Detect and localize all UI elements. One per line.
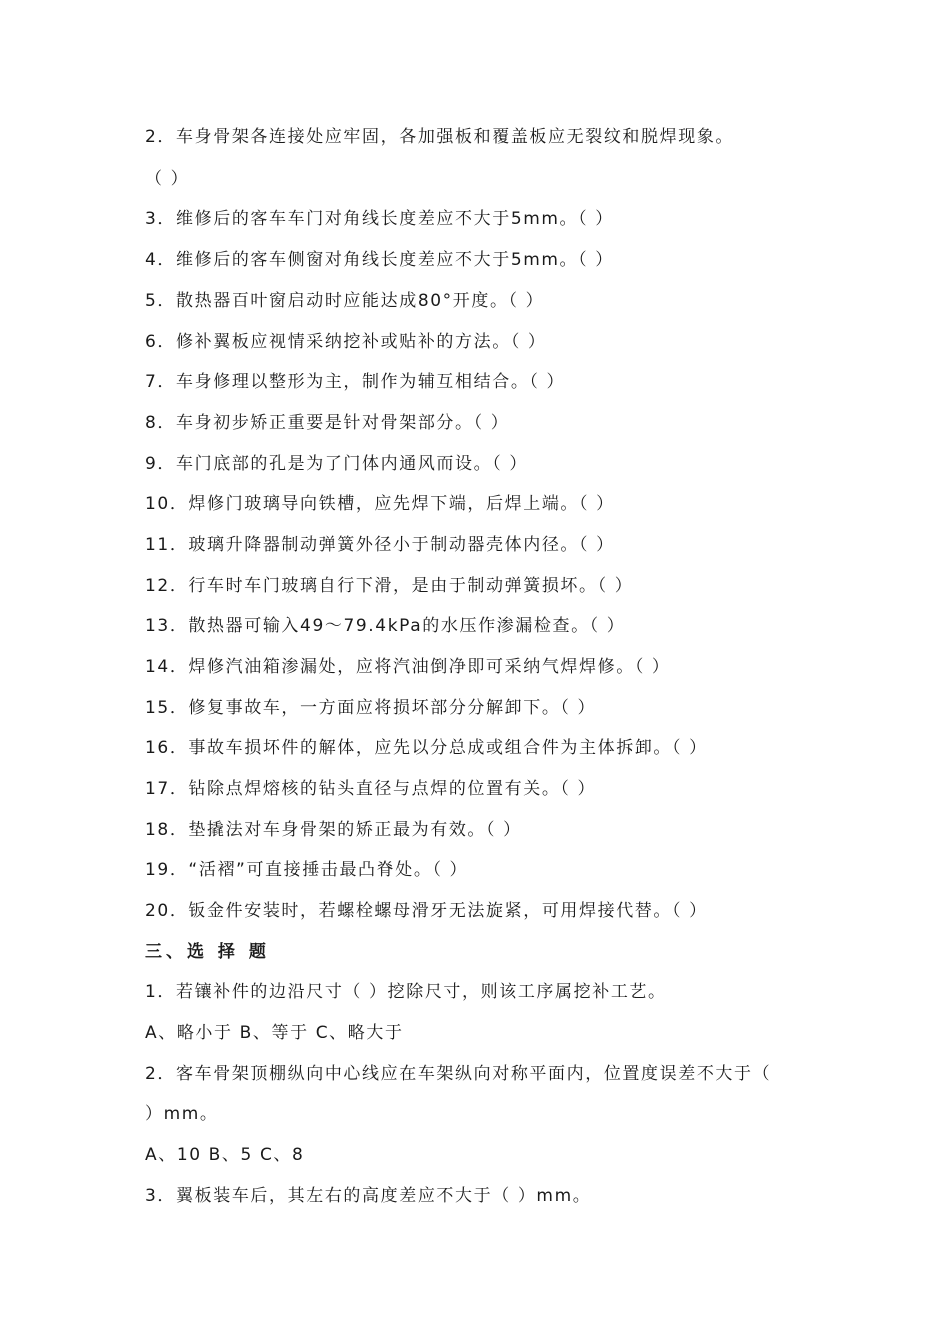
tf-question-10: 10．焊修门玻璃导向铁槽，应先焊下端，后焊上端。（ ）	[145, 494, 615, 514]
tf-question-12: 12．行车时车门玻璃自行下滑，是由于制动弹簧损坏。（ ）	[145, 576, 634, 596]
choice-question-2-continued: ）mm。	[145, 1104, 219, 1124]
tf-question-13: 13．散热器可输入49～79.4kPa的水压作渗漏检查。（ ）	[145, 616, 626, 636]
tf-question-19: 19．“活褶”可直接捶击最凸脊处。（ ）	[145, 860, 469, 880]
tf-question-8: 8．车身初步矫正重要是针对骨架部分。（ ）	[145, 413, 510, 433]
tf-question-18: 18．垫撬法对车身骨架的矫正最为有效。（ ）	[145, 820, 522, 840]
tf-question-7: 7．车身修理以整形为主，制作为辅互相结合。（ ）	[145, 372, 566, 392]
tf-question-4: 4．维修后的客车侧窗对角线长度差应不大于5mm。（ ）	[145, 250, 614, 270]
choice-question-2: 2．客车骨架顶棚纵向中心线应在车架纵向对称平面内，位置度误差不大于（	[145, 1064, 772, 1084]
tf-question-15: 15．修复事故车，一方面应将损坏部分分解卸下。（ ）	[145, 698, 597, 718]
tf-question-14: 14．焊修汽油箱渗漏处，应将汽油倒净即可采纳气焊焊修。（ ）	[145, 657, 671, 677]
tf-question-20: 20．钣金件安装时，若螺栓螺母滑牙无法旋紧，可用焊接代替。（ ）	[145, 901, 708, 921]
tf-question-9: 9．车门底部的孔是为了门体内通风而设。（ ）	[145, 454, 528, 474]
choice-question-1-options: A、略小于 B、等于 C、略大于	[145, 1023, 404, 1043]
tf-question-2: 2．车身骨架各连接处应牢固，各加强板和覆盖板应无裂纹和脱焊现象。	[145, 127, 735, 147]
tf-question-11: 11．玻璃升降器制动弹簧外径小于制动器壳体内径。（ ）	[145, 535, 615, 555]
section-heading-choice: 三、选 择 题	[145, 942, 270, 962]
tf-question-16: 16．事故车损坏件的解体，应先以分总成或组合件为主体拆卸。（ ）	[145, 738, 708, 758]
choice-question-1: 1．若镶补件的边沿尺寸（ ）挖除尺寸，则该工序属挖补工艺。	[145, 982, 667, 1002]
tf-question-2-answer-blank: （ ）	[145, 169, 190, 189]
choice-question-2-options: A、10 B、5 C、8	[145, 1145, 305, 1165]
choice-question-3: 3．翼板装车后，其左右的高度差应不大于（ ）mm。	[145, 1186, 592, 1206]
tf-question-5: 5．散热器百叶窗启动时应能达成80°开度。（ ）	[145, 291, 545, 311]
tf-question-17: 17．钻除点焊熔核的钻头直径与点焊的位置有关。（ ）	[145, 779, 597, 799]
tf-question-6: 6．修补翼板应视情采纳挖补或贴补的方法。（ ）	[145, 332, 547, 352]
tf-question-3: 3．维修后的客车车门对角线长度差应不大于5mm。（ ）	[145, 209, 614, 229]
